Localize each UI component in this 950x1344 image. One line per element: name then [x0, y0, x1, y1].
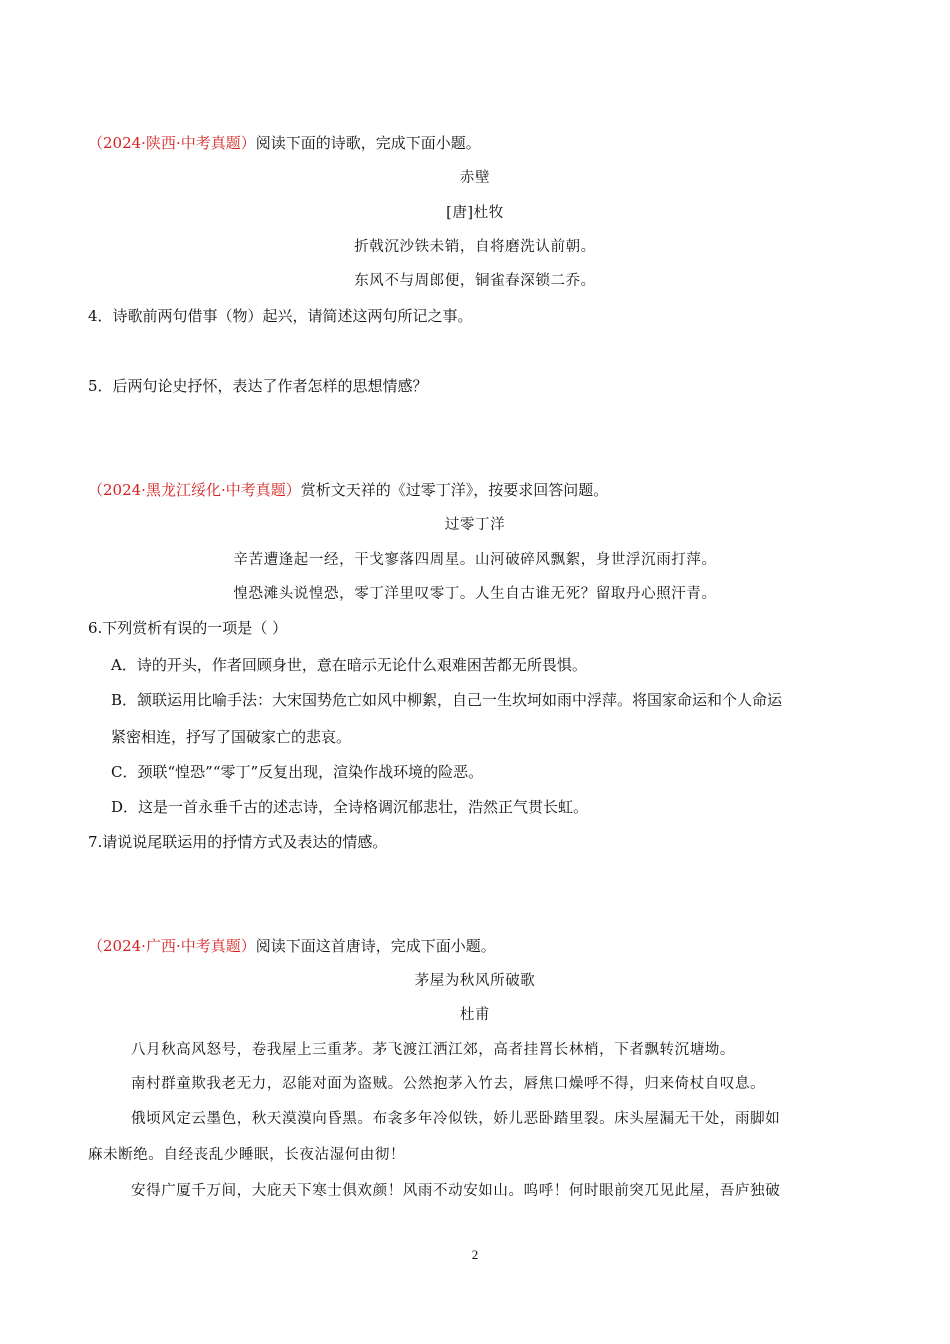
question-7: 7.请说说尾联运用的抒情方式及表达的情感。: [88, 833, 388, 851]
poem-title: 过零丁洋: [444, 517, 506, 533]
option-a: A．诗的开头，作者回顾身世，意在暗示无论什么艰难困苦都无所畏惧。: [111, 656, 587, 674]
source-tag: （2024·黑龙江绥化·中考真题）: [88, 481, 301, 499]
poem-line: 折戟沉沙铁未销，自将磨洗认前朝。: [354, 239, 596, 255]
question-header-1: [88, 133, 481, 153]
poem-paragraph-cont: 麻未断绝。自经丧乱少睡眠，长夜沾湿何由彻！: [88, 1147, 406, 1163]
poem-paragraph: 南村群童欺我老无力，忍能对面为盗贼。公然抱茅入竹去，唇焦口燥呼不得，归来倚杖自叹息。: [131, 1076, 766, 1092]
question-4: 4．诗歌前两句借事（物）起兴，请简述这两句所记之事。: [88, 307, 473, 325]
poem-title: 茅屋为秋风所破歌: [414, 973, 536, 989]
poem-line: 辛苦遭逢起一经，干戈寥落四周星。山河破碎风飘絮，身世浮沉雨打萍。: [233, 552, 717, 568]
poem-paragraph: 俄顷风定云墨色，秋天漠漠向昏黑。布衾多年冷似铁，娇儿恶卧踏里裂。床头屋漏无干处，雨脚如: [131, 1111, 781, 1127]
intro-text: 阅读下面这首唐诗，完成下面小题。: [255, 937, 496, 955]
source-tag: （2024·陕西·中考真题）: [88, 134, 256, 152]
source-tag: （2024·广西·中考真题）: [88, 937, 256, 955]
question-5: 5．后两句论史抒怀，表达了作者怎样的思想情感？: [88, 377, 428, 395]
intro-text: 赏析文天祥的《过零丁洋》，按要求回答问题。: [300, 481, 609, 499]
poem-line: 东风不与周郎便，铜雀春深锁二乔。: [354, 273, 596, 289]
option-d: D．这是一首永垂千古的述志诗，全诗格调沉郁悲壮，浩然正气贯长虹。: [111, 798, 589, 816]
poem-author: 杜甫: [459, 1007, 491, 1023]
poem-paragraph: 八月秋高风怒号，卷我屋上三重茅。茅飞渡江洒江郊，高者挂罥长林梢，下者飘转沉塘坳。: [131, 1042, 735, 1058]
intro-text: 阅读下面的诗歌，完成下面小题。: [255, 134, 481, 152]
question-6: 6.下列赏析有误的一项是（ ）: [88, 619, 288, 637]
page-number: 2: [471, 1247, 479, 1262]
poem-author: [唐]杜牧: [446, 205, 504, 221]
question-header-2: [88, 480, 608, 500]
question-header-3: [88, 936, 496, 956]
poem-paragraph: 安得广厦千万间，大庇天下寒士俱欢颜！风雨不动安如山。呜呼！何时眼前突兀见此屋，吾庐独破: [131, 1183, 781, 1199]
poem-title: 赤壁: [459, 170, 491, 186]
poem-line: 惶恐滩头说惶恐，零丁洋里叹零丁。人生自古谁无死？留取丹心照汗青。: [233, 586, 717, 602]
option-b-cont: 紧密相连，抒写了国破家亡的悲哀。: [111, 728, 352, 746]
option-c: C．颈联“惶恐”“零丁”反复出现，渲染作战环境的险恶。: [111, 763, 484, 781]
option-b: B．颔联运用比喻手法：大宋国势危亡如风中柳絮，自己一生坎坷如雨中浮萍。将国家命运和个人命运: [111, 691, 783, 709]
